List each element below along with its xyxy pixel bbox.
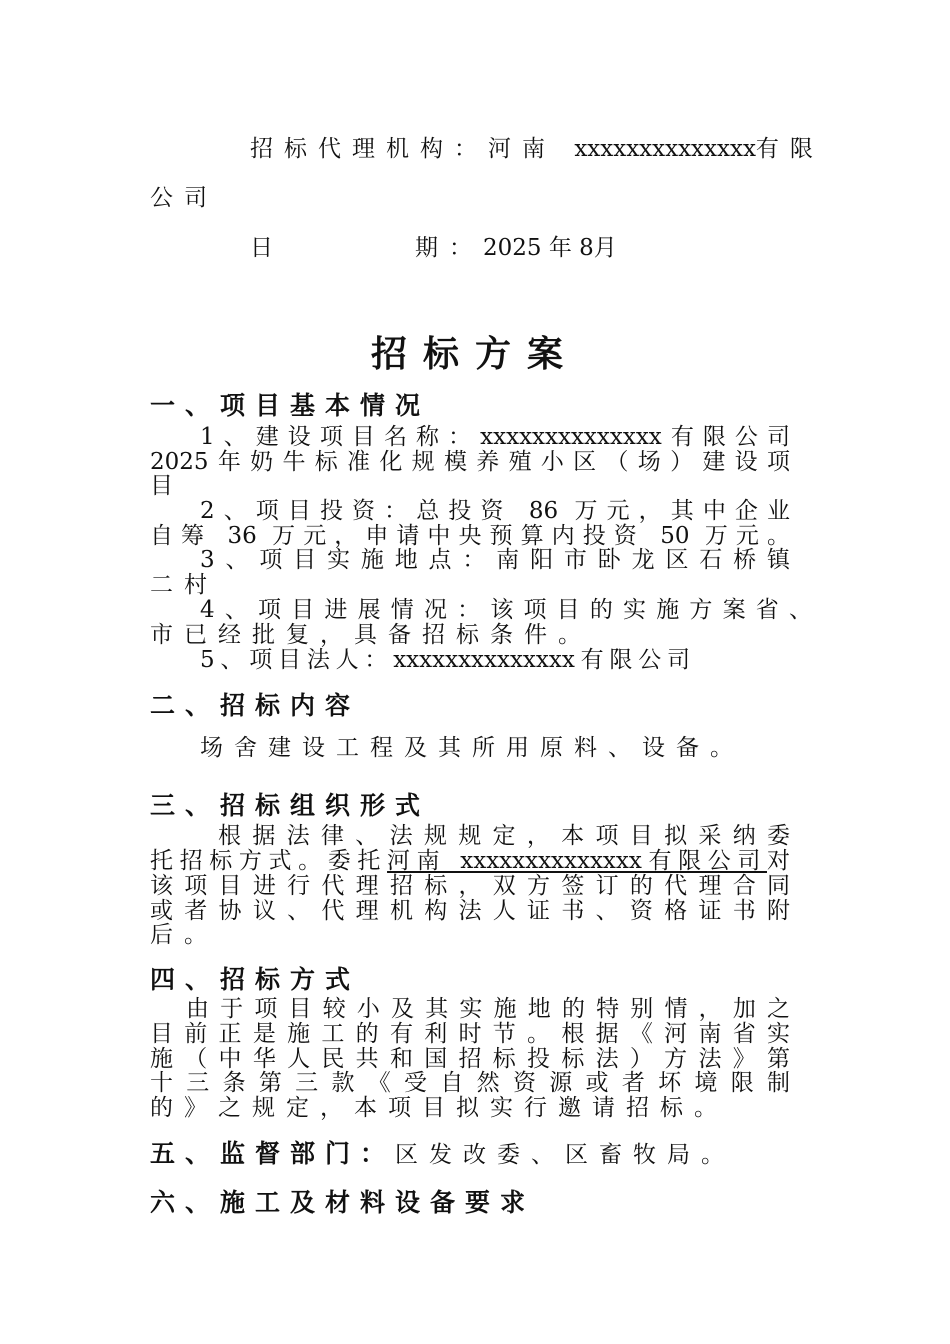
section3-line2-pre: 托招标方式。委托	[150, 848, 388, 874]
section4-line4: 十三条第三款《受自然资源或者坏境限制	[150, 1070, 790, 1096]
section3-heading: 三、招标组织形式	[150, 791, 431, 820]
agency-name-part1: 河南	[488, 136, 556, 162]
section1-heading: 一、项目基本情况	[150, 391, 431, 420]
item1-line3: 目	[150, 473, 173, 499]
agency-label: 招标代理机构：	[250, 136, 488, 162]
section2-text: 场舍建设工程及其所用原料、设备。	[200, 735, 744, 761]
section3-line5: 后。	[150, 922, 218, 948]
item1-line2: 2025年奶牛标准化规模养殖小区（场）建设项	[150, 449, 790, 475]
section4-line5: 的》之规定，本项目拟实行邀请招标。	[150, 1095, 728, 1121]
agency-line-cont: 公司	[150, 185, 218, 211]
section3-line1: 根据法律、法规规定，本项目拟采纳委	[218, 823, 790, 849]
agency-underlined: 河南 xxxxxxxxxxxxxx有限公司	[387, 848, 767, 874]
item2-line2: 自筹 36 万元，申请中央预算内投资 50 万元。	[150, 523, 790, 549]
item5-line: 5、项目法人：xxxxxxxxxxxxxx有限公司	[200, 647, 690, 673]
date-line	[250, 236, 617, 261]
section4-line2: 目前正是施工的有利时节。根据《河南省实	[150, 1021, 790, 1047]
section3-line3: 该项目进行代理招标，双方签订的代理合同	[150, 873, 790, 899]
section3-line4: 或者协议、代理机构法人证书、资格证书附	[150, 898, 790, 924]
item3-line1: 3、项目实施地点：南阳市卧龙区石桥镇	[200, 547, 790, 573]
section3-line2	[150, 849, 790, 874]
date-rest: 年 8月	[548, 235, 617, 261]
item4-line2: 市已经批复，具备招标条件。	[150, 622, 592, 648]
section4-heading: 四、招标方式	[150, 965, 361, 994]
item1-line1: 1、建设项目名称：xxxxxxxxxxxxxx有限公司	[200, 424, 790, 450]
item2-line1: 2、项目投资：总投资 86 万元，其中企业	[200, 498, 790, 524]
section5-line	[150, 1134, 735, 1170]
agency-name-part3: 有限	[755, 136, 824, 162]
agency-line	[250, 137, 824, 162]
section5-heading: 五、监督部门：	[150, 1139, 396, 1168]
document-title: 招标方案	[370, 334, 579, 375]
section6-heading: 六、施工及材料设备要求	[150, 1188, 536, 1217]
section4-line3: 施（中华人民共和国招标投标法）方法》第	[150, 1046, 790, 1072]
section3-line2-post: 对	[767, 848, 790, 874]
date-year: 2025	[483, 235, 542, 261]
item4-line1: 4、项目进展情况：该项目的实施方案省、	[200, 597, 812, 623]
date-label-2: 期：	[415, 235, 483, 261]
section5-text: 区发改委、区畜牧局。	[395, 1142, 736, 1168]
section4-line1: 由于项目较小及其实施地的特别情，加之	[186, 996, 790, 1022]
date-label-1: 日	[250, 235, 273, 261]
agency-name-part2: xxxxxxxxxxxxxx	[574, 136, 756, 162]
item3-line2: 二村	[150, 572, 218, 598]
section2-heading: 二、招标内容	[150, 691, 361, 720]
